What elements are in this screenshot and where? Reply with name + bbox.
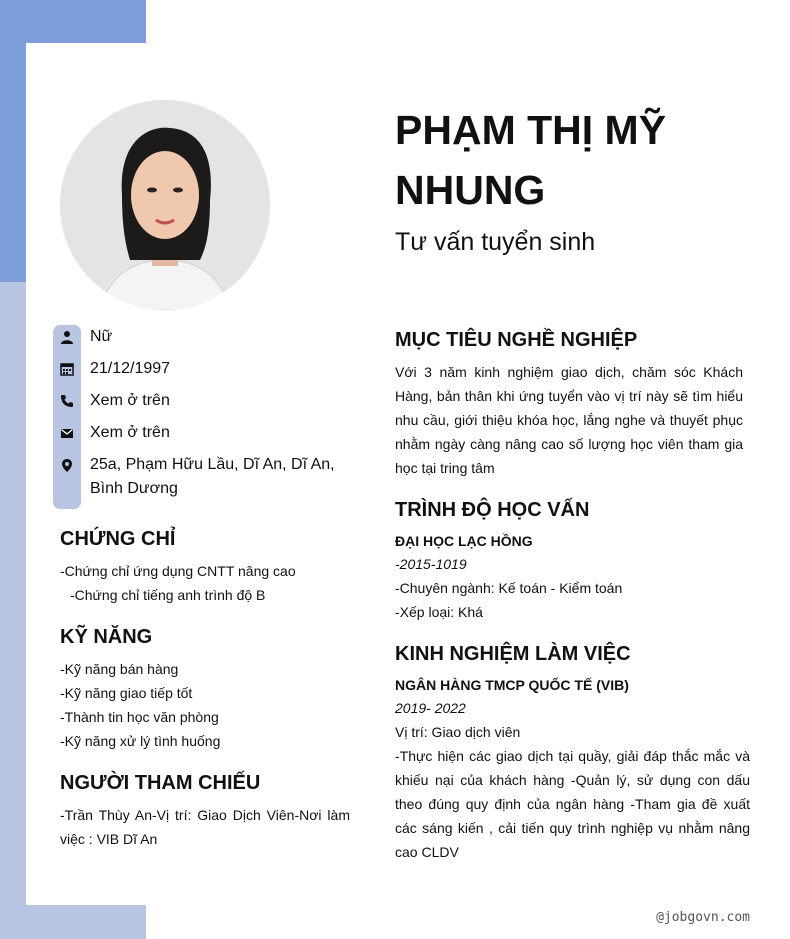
skill-item: -Kỹ năng giao tiếp tốt xyxy=(60,685,193,701)
person-icon xyxy=(60,330,74,344)
education-period: -2015-1019 xyxy=(395,556,467,572)
experience-description: -Thực hiện các giao dịch tại quầy, giải đáp thắc mắc và khiếu nại của khách hàng -Quản lý, sử dụng con dấu theo đúng quy định của ngân hàng -Tham gia đề xuất các sáng kiến , cải tiến quy trình nghiệp vụ nhằm nâng cao CLDV xyxy=(395,748,750,860)
certificate-item: -Chứng chỉ ứng dụng CNTT nâng cao xyxy=(60,563,296,579)
certificate-item: -Chứng chỉ tiếng anh trình độ B xyxy=(70,587,266,603)
skill-item: -Thành tin học văn phòng xyxy=(60,709,219,725)
email-icon xyxy=(60,426,74,440)
experience-heading: KINH NGHIỆM LÀM VIỆC xyxy=(395,643,631,665)
experience-period: 2019- 2022 xyxy=(395,700,466,716)
candidate-name: PHẠM THỊ MỸ NHUNG xyxy=(395,107,667,213)
references-heading: NGƯỜI THAM CHIẾU xyxy=(60,772,261,794)
objective-text: Với 3 năm kinh nghiệm giao dịch, chăm sóc Khách Hàng, bản thân khi ứng tuyển vào vị trí này sẽ tìm hiểu nhu cầu, giới thiệu khóa học, lắng nghe và thuyết phục nhằm ngày càng nâng cao số lượng học viên tham gia học tại tring tâm xyxy=(395,364,743,476)
profile-photo xyxy=(60,100,270,310)
location-pin-icon xyxy=(60,458,74,472)
calendar-icon xyxy=(60,362,74,376)
watermark: @jobgovn.com xyxy=(656,910,750,925)
experience-position: Vị trí: Giao dịch viên xyxy=(395,724,521,740)
email-value: Xem ở trên xyxy=(90,424,170,441)
phone-value: Xem ở trên xyxy=(90,392,170,409)
job-title: Tư vấn tuyển sinh xyxy=(395,228,596,256)
company-name: NGÂN HÀNG TMCP QUỐC TẾ (VIB) xyxy=(395,677,629,693)
skills-heading: KỸ NĂNG xyxy=(60,626,153,648)
education-major: -Chuyên ngành: Kế toán - Kiểm toán xyxy=(395,580,623,596)
school-name: ĐẠI HỌC LẠC HỒNG xyxy=(395,533,533,549)
certificates-heading: CHỨNG CHỈ xyxy=(60,528,176,550)
phone-icon xyxy=(60,394,74,408)
reference-text: -Trần Thùy An-Vị trí: Giao Dịch Viên-Nơi làm việc : VIB Dĩ An xyxy=(60,807,350,847)
skill-item: -Kỹ năng xử lý tình huống xyxy=(60,733,221,749)
birthday-value: 21/12/1997 xyxy=(90,360,171,377)
contact-icon-bar xyxy=(53,325,81,509)
objective-heading: MỤC TIÊU NGHỀ NGHIỆP xyxy=(395,329,638,351)
education-heading: TRÌNH ĐỘ HỌC VẤN xyxy=(395,499,590,521)
address-value: 25a, Phạm Hữu Lầu, Dĩ An, Dĩ An, Bình Dương xyxy=(90,456,335,497)
gender-value: Nữ xyxy=(90,328,113,345)
education-grade: -Xếp loại: Khá xyxy=(395,604,483,620)
skill-item: -Kỹ năng bán hàng xyxy=(60,661,179,677)
